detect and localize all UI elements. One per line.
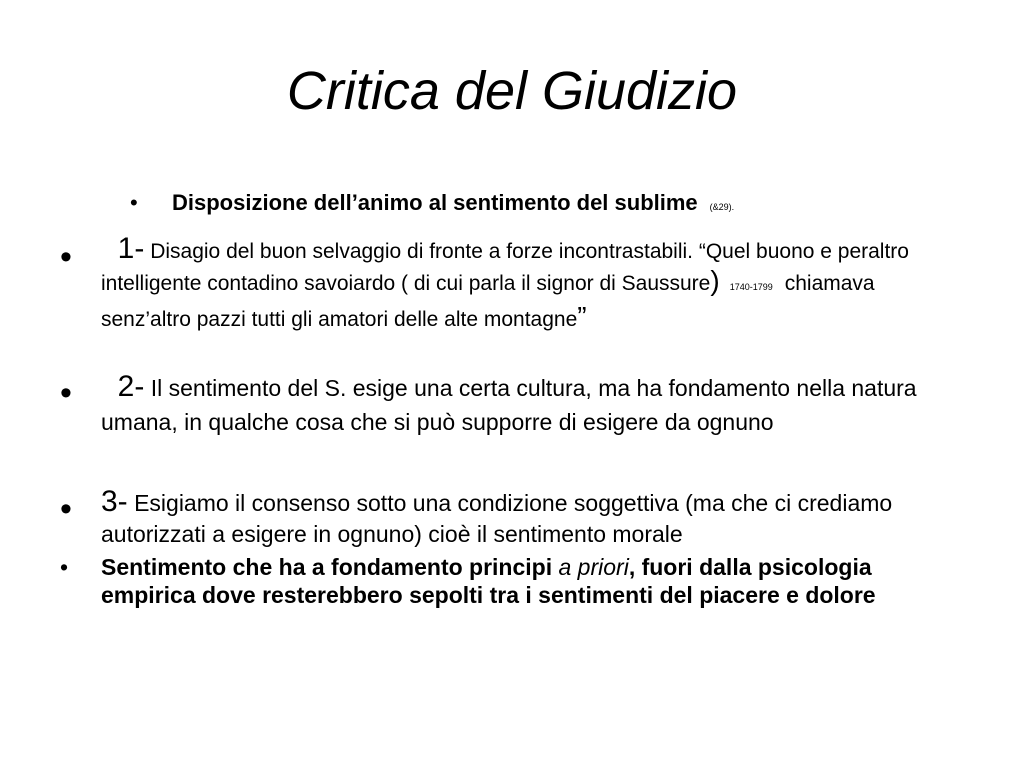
bullet-item-3: [60, 486, 960, 550]
bullet-content: [101, 370, 960, 439]
bullet-item-4: [60, 553, 960, 609]
bullet: •: [60, 554, 69, 580]
bullet: •: [60, 374, 72, 412]
subtitle-bullet-item: [130, 190, 734, 216]
section-reference: (&29).: [709, 202, 735, 212]
slide-title: Critica del Giudizio: [286, 61, 738, 121]
bullet-content: [101, 234, 960, 334]
bullet-item-1: [60, 234, 960, 334]
bullet-content: [101, 486, 960, 550]
closing-paren: ): [710, 265, 720, 296]
item-text: Il sentimento del S. esige una certa cultura, ma ha fondamento nella natura umana, in qualche cosa che si può supporre di esigere da ognuno: [101, 375, 917, 435]
item-text-continued: , fuori dalla psicologia empirica dove resterebbero sepolti tra i sentimenti del piacere e dolore: [101, 554, 876, 608]
item-number: 3-: [101, 485, 128, 518]
bullet: •: [60, 490, 72, 528]
bullet-content: [101, 553, 960, 609]
years-note: 1740-1799: [729, 282, 773, 292]
bullet-item-2: [60, 370, 960, 439]
italic-term: a priori: [558, 554, 629, 580]
item-text: Disagio del buon selvaggio di fronte a forze incontrastabili. “Quel buono e peraltro intelligente contadino savoiardo ( di cui parla il signor di Saussure: [101, 240, 909, 295]
item-text: Sentimento che ha a fondamento principi: [101, 554, 559, 580]
bullet: •: [130, 190, 138, 215]
close-quote: ”: [577, 301, 587, 332]
bullet: •: [60, 238, 72, 276]
item-number: 2-: [101, 370, 145, 403]
item-number: 1-: [101, 232, 145, 265]
subtitle-text: Disposizione dell’animo al sentimento del sublime: [172, 190, 698, 215]
item-text: Esigiamo il consenso sotto una condizione soggettiva (ma che ci crediamo autorizzati a esigere in ognuno) cioè il sentimento morale: [101, 490, 893, 547]
item-text-continued: chiamava senz’altro pazzi tutti gli amatori delle alte montagne: [101, 272, 875, 331]
